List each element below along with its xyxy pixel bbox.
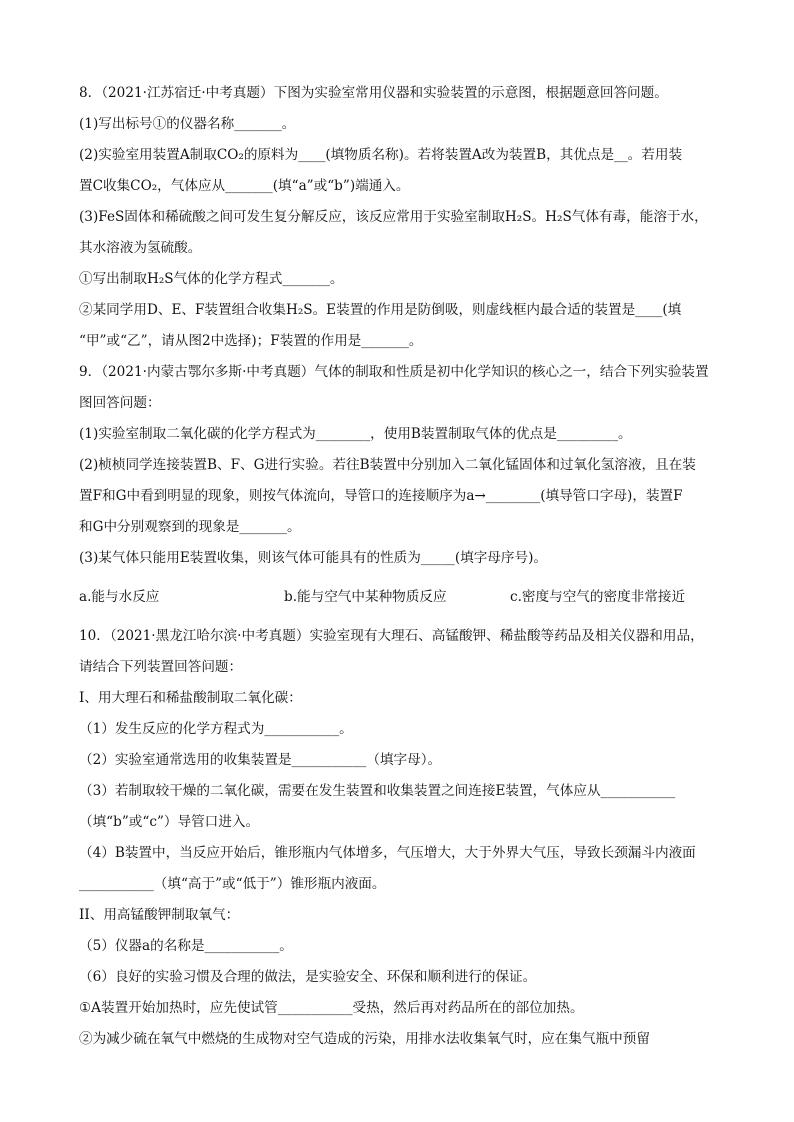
q10-item3-line2: （填“b”或“c”）导管口进入。 <box>79 814 260 830</box>
q9-part3: (3)某气体只能用E装置收集，则该气体可能具有的性质为_____(填字母序号)。 <box>79 550 547 566</box>
q9-header-line1: 9．（2021·内蒙古鄂尔多斯·中考真题）气体的制取和性质是初中化学知识的核心之一，结合下列实验装置 <box>79 364 709 380</box>
q10-item6-sub1: ①A装置开始加热时，应先使试管___________受热，然后再对药品所在的部位加热。 <box>79 1000 584 1016</box>
q9-part1: (1)实验室制取二氧化碳的化学方程式为________，使用B装置制取气体的优点是_________。 <box>79 426 632 442</box>
q10-item6: （6）良好的实验习惯及合理的做法，是实验安全、环保和顺利进行的保证。 <box>79 969 537 985</box>
q9-option-a: a.能与水反应 <box>79 589 160 605</box>
q8-header: 8．（2021·江苏宿迁·中考真题）下图为实验室常用仪器和实验装置的示意图，根据题意回答问题。 <box>79 85 668 101</box>
q8-part2-line2: 置C收集CO₂，气体应从_______(填“a”或“b”)端通入。 <box>79 178 410 194</box>
q10-item3-line1: （3）若制取较干燥的二氧化碳，需要在发生装置和收集装置之间连接E装置，气体应从___________ <box>79 783 676 799</box>
q8-part1: (1)写出标号①的仪器名称_______。 <box>79 116 296 132</box>
q8-part3-sub2-line1: ②某同学用D、E、F装置组合收集H₂S。E装置的作用是防倒吸，则虚线框内最合适的装置是____(填 <box>79 302 682 318</box>
q10-item1: （1）发生反应的化学方程式为___________。 <box>79 721 353 737</box>
q10-item6-sub2: ②为减少硫在氧气中燃烧的生成物对空气造成的污染，用排水法收集氧气时，应在集气瓶中预留 <box>79 1031 650 1047</box>
q10-section1-title: I、用大理石和稀盐酸制取二氧化碳： <box>79 690 302 706</box>
q10-item4-line1: （4）B装置中，当反应开始后，锥形瓶内气体增多，气压增大，大于外界大气压，导致长颈漏斗内液面 <box>79 845 696 861</box>
q9-header-line2: 图回答问题： <box>79 395 161 411</box>
q10-item4-line2: ___________（填“高于”或“低于”）锥形瓶内液面。 <box>79 876 386 892</box>
q8-part3-line2: 其水溶液为氢硫酸。 <box>79 240 202 256</box>
q10-item5: （5）仪器a的名称是___________。 <box>79 938 293 954</box>
q10-section2-title: II、用高锰酸钾制取氧气： <box>79 907 240 923</box>
q9-part2-line2: 置F和G中看到明显的现象，则按气体流向，导管口的连接顺序为a→________(填导管口字母)，装置F <box>79 488 683 504</box>
q8-part3-line1: (3)FeS固体和稀硫酸之间可发生复分解反应，该反应常用于实验室制取H₂S。H₂S气体有毒，能溶于水， <box>79 209 708 225</box>
q9-option-c: c.密度与空气的密度非常接近 <box>510 589 686 605</box>
q9-part2-line3: 和G中分别观察到的现象是_______。 <box>79 519 301 535</box>
q8-part2-line1: (2)实验室用装置A制取CO₂的原料为____(填物质名称)。若将装置A改为装置B，其优点是__。若用装 <box>79 147 683 163</box>
q10-item2: （2）实验室通常选用的收集装置是___________（填字母）。 <box>79 752 442 768</box>
q10-header-line2: 请结合下列装置回答问题： <box>79 659 243 675</box>
q8-part3-sub1: ①写出制取H₂S气体的化学方程式_______。 <box>79 271 344 287</box>
q9-option-b: b.能与空气中某种物质反应 <box>284 589 447 605</box>
q10-header-line1: 10．（2021·黑龙江哈尔滨·中考真题）实验室现有大理石、高锰酸钾、稀盐酸等药品及相关仪器和用品， <box>79 628 704 644</box>
q9-part2-line1: (2)桢桢同学连接装置B、F、G进行实验。若往B装置中分别加入二氧化锰固体和过氧化氢溶液，且在装 <box>79 457 696 473</box>
q8-part3-sub2-line2: “甲”或“乙”，请从图2中选择)；F装置的作用是_______。 <box>79 333 423 349</box>
